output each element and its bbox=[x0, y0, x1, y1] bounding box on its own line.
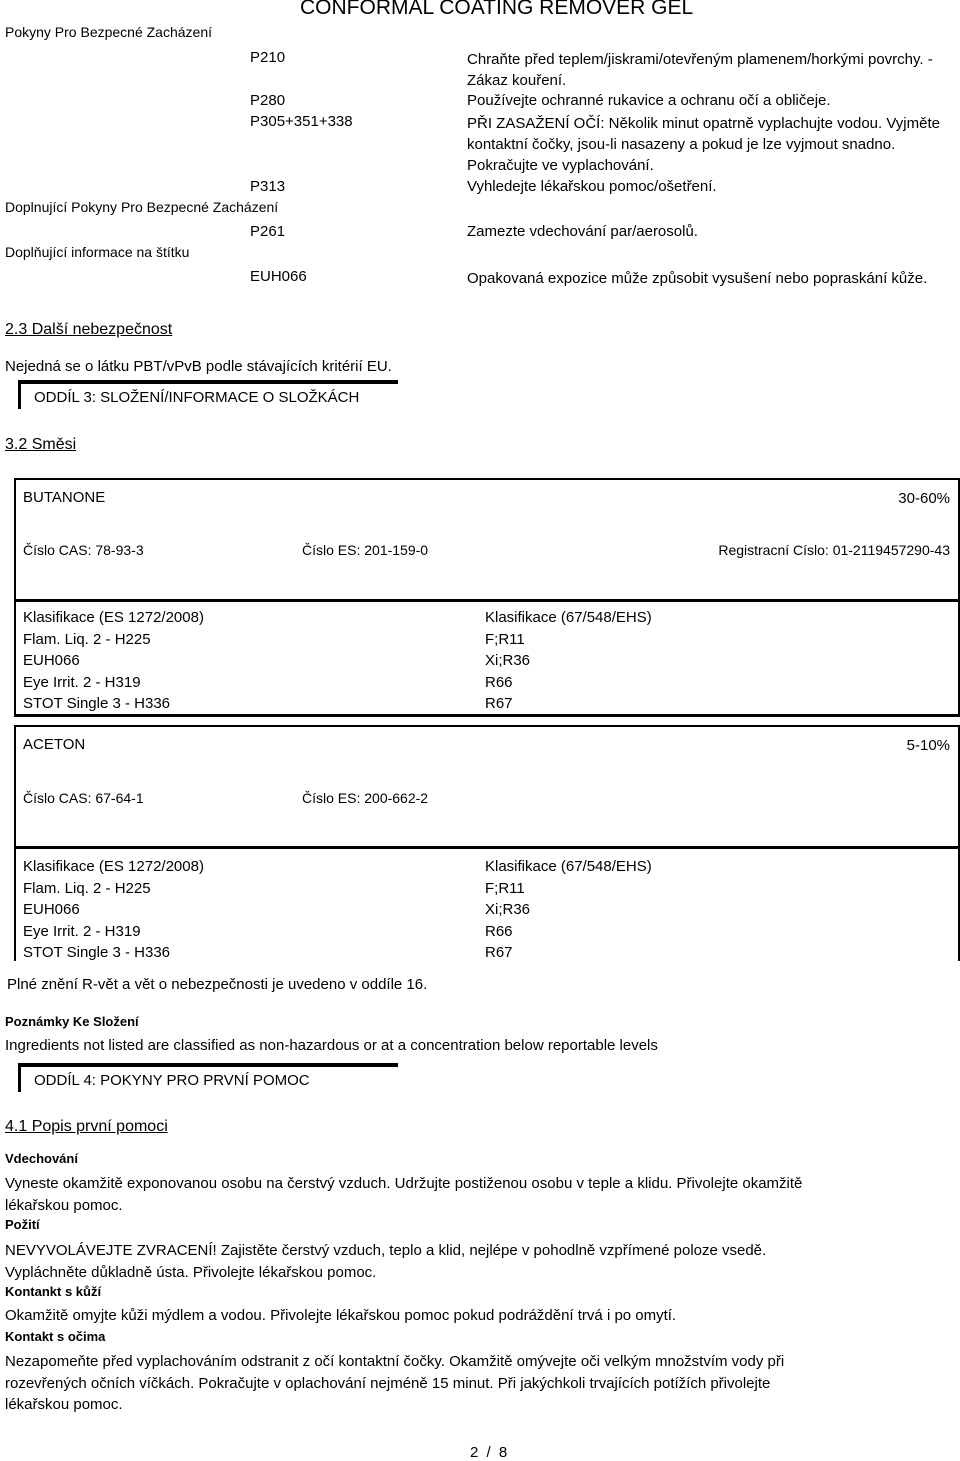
precaution-text: Používejte ochranné rukavice a ochranu očí a obličeje. bbox=[467, 92, 831, 109]
section4-subheading: 4.1 Popis první pomoci bbox=[5, 1118, 168, 1135]
substance-percent: 30-60% bbox=[898, 490, 950, 507]
precaution-code: P313 bbox=[250, 178, 286, 195]
first-aid-heading: Vdechování bbox=[5, 1151, 78, 1166]
notes-text: Ingredients not listed are classified as non-hazardous or at a concentration below reportable levels bbox=[5, 1037, 658, 1054]
supplementary-label: Doplnující Pokyny Pro Bezpecné Zacházení bbox=[5, 199, 279, 215]
label-info-code: EUH066 bbox=[250, 268, 307, 285]
first-aid-text bbox=[5, 1173, 802, 1216]
full-text-note: Plné znění R-vět a vět o nebezpečnosti je uvedeno v oddíle 16. bbox=[7, 976, 428, 993]
es-number: Číslo ES: 201-159-0 bbox=[302, 542, 429, 558]
precaution-code: P305+351+338 bbox=[250, 113, 353, 130]
dsd-classification bbox=[485, 856, 652, 964]
product-name: CONFORMAL COATING REMOVER GEL bbox=[300, 0, 694, 19]
first-aid-line: Vypláchněte důkladně ústa. Přivolejte lékařskou pomoc. bbox=[5, 1263, 377, 1281]
clp-line: EUH066 bbox=[23, 652, 80, 669]
dsd-line: Xi;R36 bbox=[485, 901, 531, 918]
es-number: Číslo ES: 200-662-2 bbox=[302, 790, 429, 806]
clp-line: Flam. Liq. 2 - H225 bbox=[23, 630, 151, 648]
substance-box bbox=[14, 478, 960, 602]
dsd-line: Xi;R36 bbox=[485, 652, 531, 669]
substance-name: BUTANONE bbox=[23, 489, 106, 506]
first-aid-text bbox=[5, 1240, 766, 1283]
precaution-text: PŘI ZASAŽENÍ OČÍ: Několik minut opatrně vyplachujte vodou. Vyjměte kontaktní čočky, jsou-li nasazeny a pokud je lze vyjmout snadno. Pokračujte ve vyplachování. bbox=[467, 115, 940, 174]
section4-title: ODDÍL 4: POKYNY PRO PRVNÍ POMOC bbox=[34, 1072, 310, 1089]
section3-title-bar bbox=[18, 380, 398, 409]
dsd-classification bbox=[485, 607, 652, 715]
section3-title: ODDÍL 3: SLOŽENÍ/INFORMACE O SLOŽKÁCH bbox=[34, 389, 360, 406]
clp-line: Klasifikace (ES 1272/2008) bbox=[23, 609, 204, 626]
header-left-title: Pokyny Pro Bezpecné Zacházení bbox=[5, 24, 213, 40]
classification-box bbox=[14, 846, 960, 961]
cas-number: Číslo CAS: 67-64-1 bbox=[23, 790, 144, 806]
dsd-line: F;R11 bbox=[485, 879, 525, 897]
dsd-line: R66 bbox=[485, 922, 513, 940]
substance-box bbox=[14, 725, 960, 849]
precaution-code: P280 bbox=[250, 92, 286, 109]
precaution-code: P210 bbox=[250, 49, 286, 66]
first-aid-line: lékařskou pomoc. bbox=[5, 1396, 123, 1413]
supplementary-text: Zamezte vdechování par/aerosolů. bbox=[467, 223, 698, 240]
dsd-line: R66 bbox=[485, 673, 513, 691]
clp-line: STOT Single 3 - H336 bbox=[23, 695, 171, 712]
first-aid-line: Vyneste okamžitě exponovanou osobu na čerstvý vzduch. Udržujte postiženou osobu v teple a klidu. Přivolejte okamžitě bbox=[5, 1175, 803, 1192]
section3-subheading: 3.2 Směsi bbox=[5, 436, 77, 453]
substance-percent: 5-10% bbox=[906, 737, 950, 754]
dsd-line: R67 bbox=[485, 944, 513, 961]
first-aid-heading: Kontakt s očima bbox=[5, 1329, 106, 1344]
clp-line: Klasifikace (ES 1272/2008) bbox=[23, 858, 204, 875]
clp-line: EUH066 bbox=[23, 901, 80, 918]
first-aid-line: lékařskou pomoc. bbox=[5, 1196, 123, 1214]
other-hazards-text: Nejedná se o látku PBT/vPvB podle stávajících kritérií EU. bbox=[5, 358, 392, 375]
dsd-line: Klasifikace (67/548/EHS) bbox=[485, 858, 652, 875]
cas-number: Číslo CAS: 78-93-3 bbox=[23, 542, 144, 558]
first-aid-heading: Požití bbox=[5, 1217, 40, 1232]
registration-number: Registracní Císlo: 01-2119457290-43 bbox=[718, 542, 950, 558]
page-number: 2 / 8 bbox=[470, 1444, 508, 1461]
clp-line: Eye Irrit. 2 - H319 bbox=[23, 673, 141, 691]
section4-title-bar bbox=[18, 1063, 398, 1092]
first-aid-text bbox=[5, 1351, 784, 1416]
dsd-line: Klasifikace (67/548/EHS) bbox=[485, 609, 652, 626]
clp-line: STOT Single 3 - H336 bbox=[23, 944, 171, 961]
first-aid-line: rozevřených očních víčkách. Pokračujte v oplachování nejméně 15 minut. Při jakýchkoli trvajících potížích přivolejte bbox=[5, 1374, 771, 1392]
label-info-label: Doplňující informace na štítku bbox=[5, 244, 190, 260]
notes-heading: Poznámky Ke Složení bbox=[5, 1014, 139, 1029]
clp-classification bbox=[23, 607, 204, 715]
supplementary-code: P261 bbox=[250, 223, 286, 240]
first-aid-line: Nezapomeňte před vyplachováním odstranit z očí kontaktní čočky. Okamžitě omývejte oči velkým množstvím vody při bbox=[5, 1353, 785, 1370]
first-aid-text: Okamžitě omyjte kůži mýdlem a vodou. Přivolejte lékařskou pomoc pokud podráždění trvá i po omytí. bbox=[5, 1307, 677, 1324]
dsd-line: R67 bbox=[485, 695, 513, 712]
clp-classification bbox=[23, 856, 204, 964]
clp-line: Eye Irrit. 2 - H319 bbox=[23, 922, 141, 940]
precaution-text: Vyhledejte lékařskou pomoc/ošetření. bbox=[467, 178, 717, 195]
first-aid-line: NEVYVOLÁVEJTE ZVRACENÍ! Zajistěte čerstvý vzduch, teplo a klid, nejlépe v pohodlně vzpřímené poloze vsedě. bbox=[5, 1242, 767, 1259]
classification-box bbox=[14, 599, 960, 717]
label-info-text: Opakovaná expozice může způsobit vysušení nebo popraskání kůže. bbox=[467, 270, 928, 287]
other-hazards-heading: 2.3 Další nebezpečnost bbox=[5, 321, 173, 338]
substance-name: ACETON bbox=[23, 736, 86, 753]
dsd-line: F;R11 bbox=[485, 630, 525, 648]
first-aid-heading: Kontankt s kůží bbox=[5, 1284, 102, 1299]
precaution-text: Chraňte před teplem/jiskrami/otevřeným plamenem/horkými povrchy. - Zákaz kouření. bbox=[467, 51, 933, 89]
clp-line: Flam. Liq. 2 - H225 bbox=[23, 879, 151, 897]
